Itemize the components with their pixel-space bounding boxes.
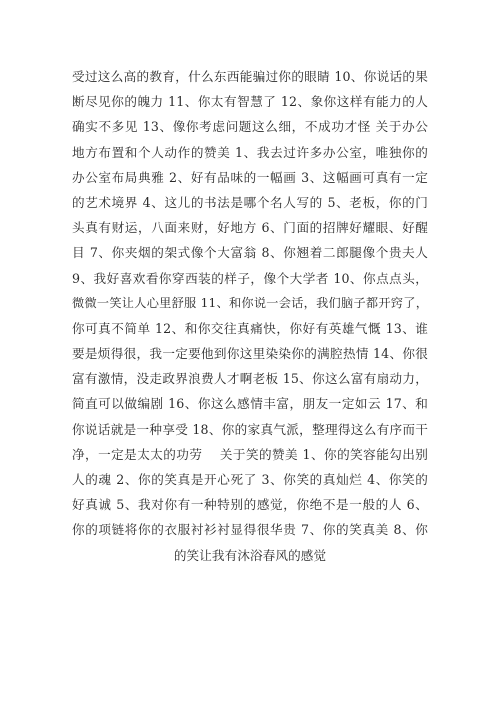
text-line: 微微一笑让人心里舒服 11、和你说一会话，我们脑子都开窍了，	[72, 295, 428, 310]
text-line: 富有激情，没走政界浪费人才啊老板 15、你这么富有扇动力，	[72, 371, 428, 387]
text-line: 地方布置和个人动作的赞美 1、我去过许多办公室，唯独你的	[72, 144, 428, 160]
text-line: 9、我好喜欢看你穿西装的样子，像个大学者 10、你点点头，	[72, 270, 428, 286]
text-line: 断尽见你的魄力 11、你太有智慧了 12、象你这样有能力的人	[72, 94, 428, 110]
text-line: 确实不多见 13、像你考虑问题这么细，不成功才怪 关于办公	[72, 119, 428, 135]
text-line: 目 7、你夹烟的架式像个大富翁 8、你翘着二郎腿像个贵夫人	[72, 245, 428, 261]
text-line: 你可真不简单 12、和你交往真痛快，你好有英雄气慨 13、谁	[72, 320, 428, 336]
text-line: 好真诚 5、我对你有一种特别的感觉，你绝不是一般的人 6、	[72, 497, 428, 513]
text-line: 净，一定是太太的功劳 关于笑的赞美 1、你的笑容能勾出别	[72, 446, 428, 462]
body-text	[72, 64, 428, 568]
text-line: 人的魂 2、你的笑真是开心死了 3、你笑的真灿烂 4、你笑的	[72, 472, 428, 487]
text-line: 受过这么高的教育，什么东西能骗过你的眼睛 10、你说话的果	[72, 69, 428, 84]
text-line: 你的项链将你的衣服衬衫衬显得很华贵 7、你的笑真美 8、你	[72, 522, 428, 538]
text-line: 要是烦得很，我一定要他到你这里染染你的满腔热情 14、你很	[72, 346, 428, 362]
text-line: 你说话就是一种享受 18、你的家真气派，整理得这么有序而干	[72, 421, 428, 437]
text-line: 办公室布局典雅 2、好有品味的一幅画 3、这幅画可真有一定	[72, 169, 428, 185]
text-line: 的艺术境界 4、这儿的书法是哪个名人写的 5、老板，你的门	[72, 194, 428, 210]
text-line: 头真有财运，八面来财，好地方 6、门面的招牌好耀眼、好醒	[72, 220, 428, 236]
text-line: 简直可以做编剧 16、你这么感情丰富，朋友一定如云 17、和	[72, 396, 428, 412]
text-line-last: 的笑让我有沐浴春风的感觉	[173, 547, 327, 563]
